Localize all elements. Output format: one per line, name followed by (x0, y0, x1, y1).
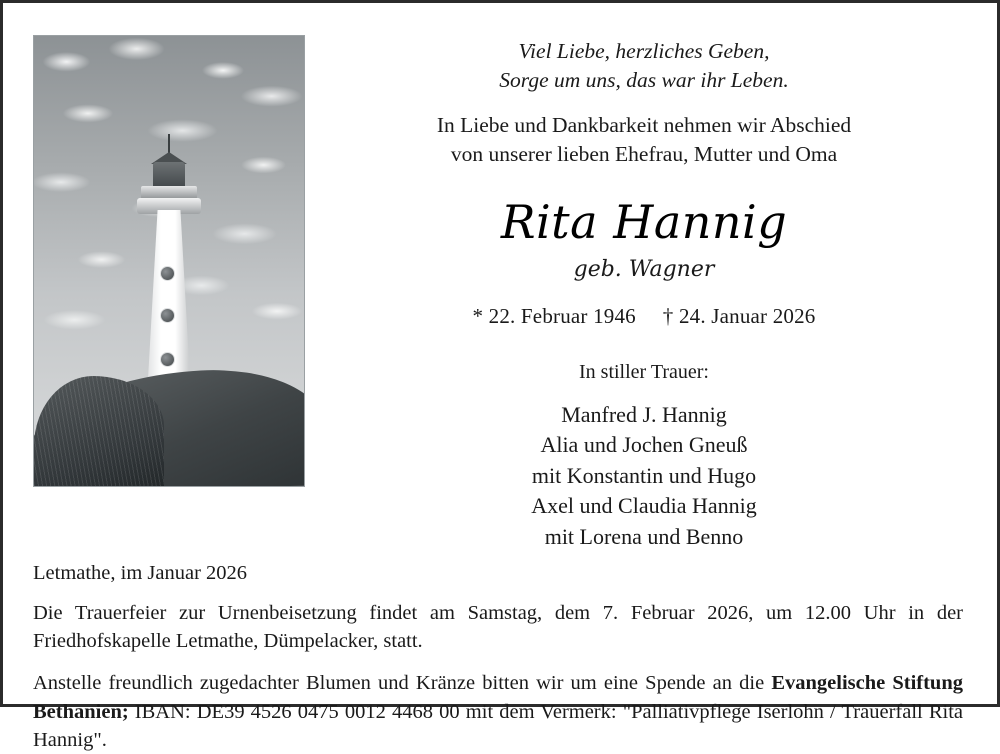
donation-prefix: Anstelle freundlich zugedachter Blumen und Kränze bitten wir um eine Spende an die (33, 672, 772, 695)
lighthouse-lamp-room (153, 162, 185, 188)
verse-line-2: Sorge um uns, das war ihr Leben. (499, 68, 789, 93)
deceased-name: Rita Hannig (500, 195, 788, 250)
verse (321, 37, 967, 95)
donation-paragraph (33, 669, 963, 754)
place-and-date: Letmathe, im Januar 2026 (33, 561, 248, 584)
mourners-list (321, 400, 967, 552)
text-column (303, 25, 973, 552)
intro-line-1: In Liebe und Dankbarkeit nehmen wir Abschied (436, 113, 852, 138)
notice-top-section (27, 25, 973, 552)
list-item: mit Lorena und Benno (544, 523, 744, 549)
list-item: Manfred J. Hannig (561, 402, 727, 428)
list-item: mit Konstantin und Hugo (531, 462, 757, 488)
intro-line-2: von unserer lieben Ehefrau, Mutter und Oma (450, 142, 838, 167)
list-item: Axel und Claudia Hannig (531, 493, 757, 519)
photo-column (33, 35, 303, 487)
lighthouse-window-icon (160, 308, 175, 323)
donation-suffix: IBAN: DE39 4526 0475 0012 4468 00 mit dem Vermerk: "Palliativpflege Iserlohn / Trauerfall Rita Hannig". (33, 700, 963, 751)
notice-bottom-section (27, 562, 973, 754)
grass-foreground (34, 376, 164, 486)
donation-organization: Evangelische Stiftung Bethanien; (33, 672, 963, 723)
life-dates (321, 304, 967, 329)
birth-date: * 22. Februar 1946 (472, 304, 636, 329)
deceased-birth-name: geb. Wagner (573, 257, 715, 283)
ceremony-paragraph: Die Trauerfeier zur Urnenbeisetzung findet am Samstag, dem 7. Februar 2026, um 12.00 Uhr in der Friedhofskapelle Letmathe, Dümpelacker, statt. (33, 601, 963, 653)
lighthouse-window-icon (160, 266, 175, 281)
verse-line-1: Viel Liebe, herzliches Geben, (518, 39, 770, 63)
lighthouse-window-icon (160, 352, 175, 367)
lighthouse-photo (33, 35, 305, 487)
lighthouse-mast (168, 134, 170, 154)
death-date: † 24. Januar 2026 (662, 304, 816, 329)
list-item: Alia und Jochen Gneuß (540, 432, 748, 458)
intro-text (321, 111, 967, 169)
mourning-label: In stiller Trauer: (579, 361, 709, 384)
